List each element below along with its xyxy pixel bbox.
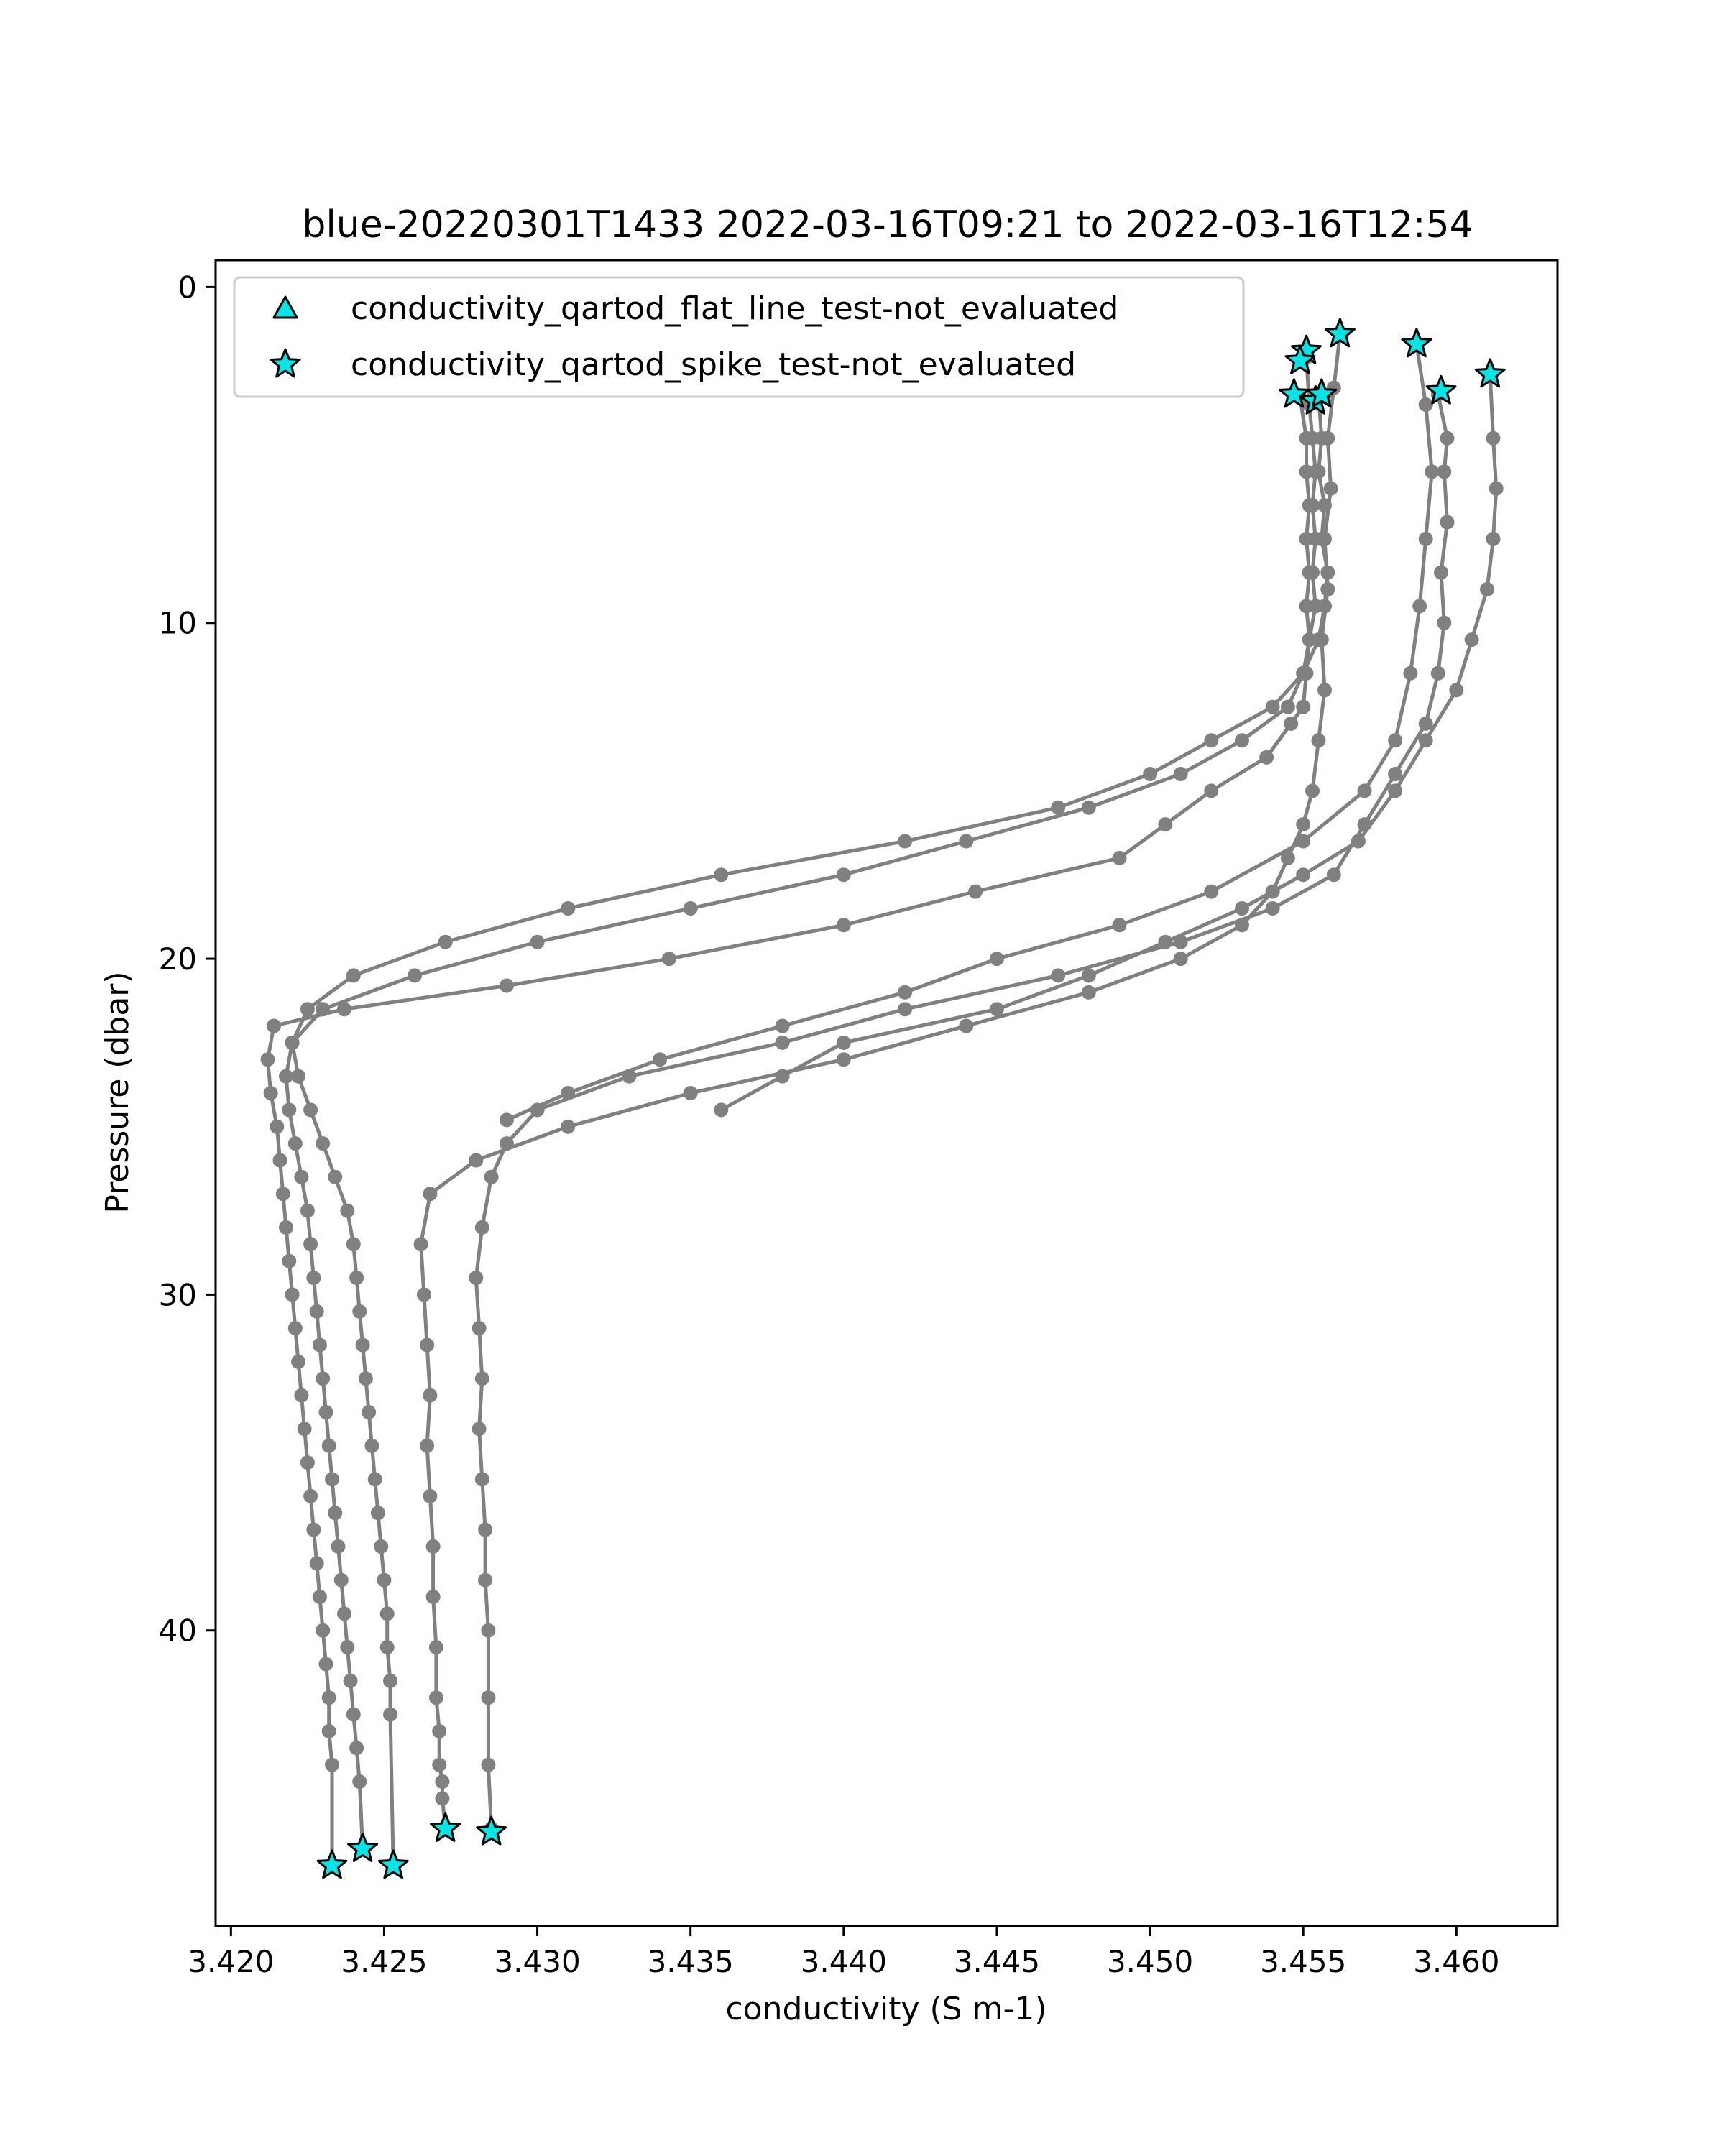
data-point bbox=[362, 1405, 376, 1419]
data-point bbox=[469, 1271, 483, 1285]
data-point bbox=[282, 1102, 296, 1117]
data-point bbox=[426, 1539, 441, 1554]
data-point bbox=[310, 1304, 324, 1319]
data-point bbox=[374, 1539, 388, 1554]
data-point bbox=[1158, 935, 1172, 949]
data-point bbox=[1312, 464, 1326, 479]
profile-series-7 bbox=[500, 337, 1439, 1128]
data-point bbox=[1204, 885, 1218, 899]
data-point bbox=[1296, 867, 1310, 882]
data-point bbox=[1431, 666, 1445, 681]
data-point bbox=[288, 1321, 303, 1335]
axes-frame bbox=[216, 260, 1558, 1926]
data-point bbox=[1296, 700, 1310, 714]
data-point bbox=[340, 1204, 354, 1218]
data-point bbox=[1425, 464, 1439, 479]
data-point bbox=[316, 1623, 330, 1638]
data-point bbox=[478, 1573, 492, 1588]
data-point bbox=[837, 1036, 851, 1050]
data-point bbox=[1266, 700, 1280, 714]
data-point bbox=[1204, 733, 1218, 747]
spike-flag-star bbox=[318, 1851, 346, 1878]
spike-flag-star bbox=[349, 1834, 377, 1861]
data-point bbox=[349, 1271, 364, 1285]
x-axis bbox=[188, 1926, 1499, 1979]
data-point bbox=[368, 1472, 382, 1486]
legend-label: conductivity_qartod_spike_test-not_evaluated bbox=[351, 346, 1077, 383]
x-tick-label: 3.435 bbox=[647, 1944, 734, 1979]
data-point bbox=[279, 1220, 293, 1235]
data-point bbox=[1158, 817, 1172, 831]
data-point bbox=[1082, 968, 1096, 982]
data-point bbox=[426, 1590, 441, 1604]
y-tick-label: 0 bbox=[178, 270, 197, 305]
data-point bbox=[1412, 599, 1427, 613]
data-point bbox=[475, 1371, 489, 1386]
data-point bbox=[500, 979, 514, 993]
data-point bbox=[294, 1388, 308, 1403]
data-point bbox=[300, 1455, 315, 1470]
spike-flag-star bbox=[477, 1817, 506, 1844]
data-point bbox=[423, 1187, 437, 1201]
data-point bbox=[300, 1002, 315, 1016]
data-point bbox=[352, 1304, 367, 1319]
data-point bbox=[1051, 801, 1065, 815]
data-point bbox=[898, 1002, 912, 1016]
data-point bbox=[898, 985, 912, 1000]
data-point bbox=[484, 1170, 499, 1184]
data-point bbox=[1259, 750, 1274, 765]
x-tick-label: 3.440 bbox=[800, 1944, 887, 1979]
data-point bbox=[346, 1237, 361, 1251]
data-point bbox=[1317, 532, 1332, 546]
y-axis bbox=[159, 270, 216, 1648]
data-point bbox=[420, 1439, 434, 1453]
data-point bbox=[662, 952, 676, 966]
profile-line bbox=[721, 374, 1496, 1110]
data-point bbox=[1082, 985, 1096, 1000]
data-point bbox=[1317, 683, 1332, 697]
data-point bbox=[380, 1640, 395, 1654]
data-point bbox=[417, 1287, 431, 1302]
data-point bbox=[303, 1237, 318, 1251]
data-point bbox=[359, 1371, 373, 1386]
data-point bbox=[288, 1136, 303, 1151]
data-point bbox=[340, 1640, 354, 1654]
data-point bbox=[500, 1112, 514, 1127]
data-point bbox=[380, 1606, 395, 1621]
data-point bbox=[383, 1708, 397, 1722]
data-point bbox=[1388, 733, 1402, 747]
x-tick-label: 3.455 bbox=[1260, 1944, 1347, 1979]
data-point bbox=[322, 1724, 336, 1738]
data-point bbox=[432, 1758, 446, 1772]
data-point bbox=[1419, 397, 1433, 412]
data-point bbox=[1315, 632, 1329, 647]
plot-area bbox=[261, 319, 1505, 1878]
data-point bbox=[429, 1640, 443, 1654]
data-point bbox=[1486, 532, 1501, 546]
y-tick-label: 40 bbox=[158, 1613, 197, 1649]
data-point bbox=[472, 1422, 487, 1436]
data-point bbox=[1437, 464, 1451, 479]
data-point bbox=[475, 1472, 489, 1486]
legend-label: conductivity_qartod_flat_line_test-not_evaluated bbox=[351, 290, 1119, 327]
data-point bbox=[270, 1120, 284, 1134]
y-axis-label: Pressure (dbar) bbox=[99, 971, 136, 1214]
data-point bbox=[423, 1388, 437, 1403]
data-point bbox=[325, 1472, 339, 1486]
data-point bbox=[475, 1220, 489, 1235]
data-point bbox=[303, 1102, 318, 1117]
data-point bbox=[1327, 867, 1341, 882]
spike-flag-star bbox=[379, 1851, 408, 1878]
data-point bbox=[1082, 801, 1096, 815]
x-axis-label: conductivity (S m-1) bbox=[725, 1991, 1047, 2027]
data-point bbox=[306, 1271, 321, 1285]
profile-line bbox=[293, 395, 1328, 1866]
data-point bbox=[1434, 566, 1448, 580]
data-point bbox=[959, 834, 973, 849]
data-point bbox=[322, 1690, 336, 1705]
data-point bbox=[1440, 431, 1455, 446]
x-tick-label: 3.425 bbox=[341, 1944, 428, 1979]
data-point bbox=[1320, 582, 1335, 596]
data-point bbox=[1388, 767, 1402, 781]
data-point bbox=[346, 968, 361, 982]
data-point bbox=[561, 901, 575, 916]
profile-line bbox=[507, 344, 1432, 1120]
data-point bbox=[1296, 817, 1310, 831]
data-point bbox=[1305, 566, 1320, 580]
data-point bbox=[469, 1153, 483, 1168]
x-tick-label: 3.420 bbox=[188, 1944, 275, 1979]
data-point bbox=[1296, 834, 1310, 849]
data-point bbox=[898, 834, 912, 849]
data-point bbox=[1320, 431, 1335, 446]
data-point bbox=[1266, 901, 1280, 916]
x-tick-label: 3.445 bbox=[953, 1944, 1041, 1979]
data-point bbox=[481, 1690, 495, 1705]
data-point bbox=[1204, 783, 1218, 798]
y-tick-label: 10 bbox=[158, 605, 197, 641]
data-point bbox=[1113, 851, 1127, 865]
data-point bbox=[1174, 952, 1188, 966]
data-point bbox=[1388, 783, 1402, 798]
data-point bbox=[1449, 683, 1463, 697]
data-point bbox=[837, 867, 851, 882]
data-point bbox=[310, 1556, 324, 1570]
chart-title: blue-20220301T1433 2022-03-16T09:21 to 2022-03-16T12:54 bbox=[302, 203, 1473, 247]
data-point bbox=[319, 1657, 334, 1672]
data-point bbox=[653, 1052, 667, 1067]
data-point bbox=[364, 1439, 379, 1453]
data-point bbox=[408, 968, 422, 982]
data-point bbox=[319, 1405, 334, 1419]
data-point bbox=[1419, 532, 1433, 546]
data-point bbox=[481, 1623, 495, 1638]
x-tick-label: 3.450 bbox=[1106, 1944, 1194, 1979]
data-point bbox=[267, 1019, 281, 1033]
data-point bbox=[294, 1170, 308, 1184]
spike-flag-star bbox=[431, 1814, 460, 1841]
data-point bbox=[346, 1708, 361, 1722]
data-point bbox=[291, 1355, 305, 1369]
data-point bbox=[1235, 901, 1249, 916]
data-point bbox=[1051, 968, 1065, 982]
data-point bbox=[1174, 767, 1188, 781]
data-point bbox=[337, 1606, 351, 1621]
data-point bbox=[684, 1086, 698, 1100]
data-point bbox=[561, 1120, 575, 1134]
x-tick-label: 3.460 bbox=[1413, 1944, 1500, 1979]
data-point bbox=[1437, 616, 1451, 630]
legend bbox=[234, 277, 1243, 397]
data-point bbox=[264, 1086, 278, 1100]
data-point bbox=[331, 1539, 346, 1554]
data-point bbox=[1312, 733, 1326, 747]
data-point bbox=[837, 918, 851, 932]
data-point bbox=[377, 1573, 391, 1588]
data-point bbox=[429, 1690, 443, 1705]
data-point bbox=[432, 1724, 446, 1738]
data-point bbox=[414, 1237, 428, 1251]
data-point bbox=[285, 1287, 300, 1302]
data-point bbox=[334, 1573, 349, 1588]
data-point bbox=[316, 1136, 330, 1151]
data-point bbox=[313, 1590, 327, 1604]
data-point bbox=[714, 867, 728, 882]
data-point bbox=[1296, 666, 1310, 681]
data-point bbox=[1489, 482, 1504, 496]
data-point bbox=[500, 1136, 514, 1151]
data-point bbox=[300, 1204, 315, 1218]
data-point bbox=[1281, 700, 1295, 714]
data-point bbox=[561, 1086, 575, 1100]
data-point bbox=[344, 1674, 358, 1688]
data-point bbox=[530, 935, 545, 949]
data-point bbox=[1486, 431, 1501, 446]
data-point bbox=[316, 1371, 330, 1386]
data-point bbox=[990, 1002, 1004, 1016]
y-tick-label: 20 bbox=[158, 941, 197, 977]
data-point bbox=[273, 1153, 288, 1168]
data-point bbox=[285, 1036, 300, 1050]
data-point bbox=[1419, 733, 1433, 747]
data-point bbox=[1403, 666, 1417, 681]
data-point bbox=[328, 1170, 342, 1184]
data-point bbox=[837, 1052, 851, 1067]
profile-series-4 bbox=[414, 327, 1348, 1836]
data-point bbox=[298, 1422, 312, 1436]
data-point bbox=[1465, 632, 1479, 647]
data-point bbox=[313, 1338, 327, 1353]
data-point bbox=[1143, 767, 1157, 781]
data-point bbox=[1113, 918, 1127, 932]
data-point bbox=[261, 1052, 275, 1067]
profile-series-1 bbox=[261, 391, 1317, 1873]
profile-line bbox=[421, 334, 1340, 1829]
data-point bbox=[1305, 783, 1320, 798]
data-point bbox=[1440, 515, 1455, 530]
data-point bbox=[1351, 834, 1366, 849]
data-point bbox=[349, 1741, 364, 1755]
data-point bbox=[481, 1758, 495, 1772]
data-point bbox=[435, 1774, 449, 1789]
data-point bbox=[303, 1489, 318, 1503]
data-point bbox=[316, 1002, 330, 1016]
x-tick-label: 3.430 bbox=[494, 1944, 581, 1979]
data-point bbox=[968, 885, 983, 899]
data-point bbox=[279, 1069, 293, 1084]
data-point bbox=[328, 1506, 342, 1520]
data-point bbox=[383, 1674, 397, 1688]
data-point bbox=[282, 1254, 296, 1268]
profile-line bbox=[268, 398, 1310, 1866]
y-tick-label: 30 bbox=[158, 1277, 197, 1313]
data-point bbox=[776, 1036, 790, 1050]
profile-line bbox=[286, 358, 1315, 1849]
data-point bbox=[420, 1338, 434, 1353]
data-point bbox=[306, 1523, 321, 1537]
data-point bbox=[435, 1791, 449, 1805]
data-point bbox=[423, 1489, 437, 1503]
data-point bbox=[684, 901, 698, 916]
profile-series-6 bbox=[714, 367, 1503, 1118]
data-point bbox=[1419, 717, 1433, 731]
data-point bbox=[990, 952, 1004, 966]
data-point bbox=[776, 1069, 790, 1084]
data-point bbox=[291, 1069, 305, 1084]
data-point bbox=[1235, 733, 1249, 747]
data-point bbox=[276, 1187, 290, 1201]
data-point bbox=[438, 935, 453, 949]
data-point bbox=[478, 1523, 492, 1537]
data-point bbox=[352, 1774, 367, 1789]
data-point bbox=[472, 1321, 487, 1335]
data-point bbox=[1480, 582, 1494, 596]
data-point bbox=[371, 1506, 385, 1520]
data-point bbox=[1358, 783, 1372, 798]
data-point bbox=[325, 1758, 339, 1772]
data-point bbox=[1284, 717, 1298, 731]
data-point bbox=[959, 1019, 973, 1033]
data-point bbox=[356, 1338, 370, 1353]
data-point bbox=[714, 1102, 728, 1117]
data-point bbox=[322, 1439, 336, 1453]
data-point bbox=[776, 1019, 790, 1033]
data-point bbox=[1324, 482, 1338, 496]
